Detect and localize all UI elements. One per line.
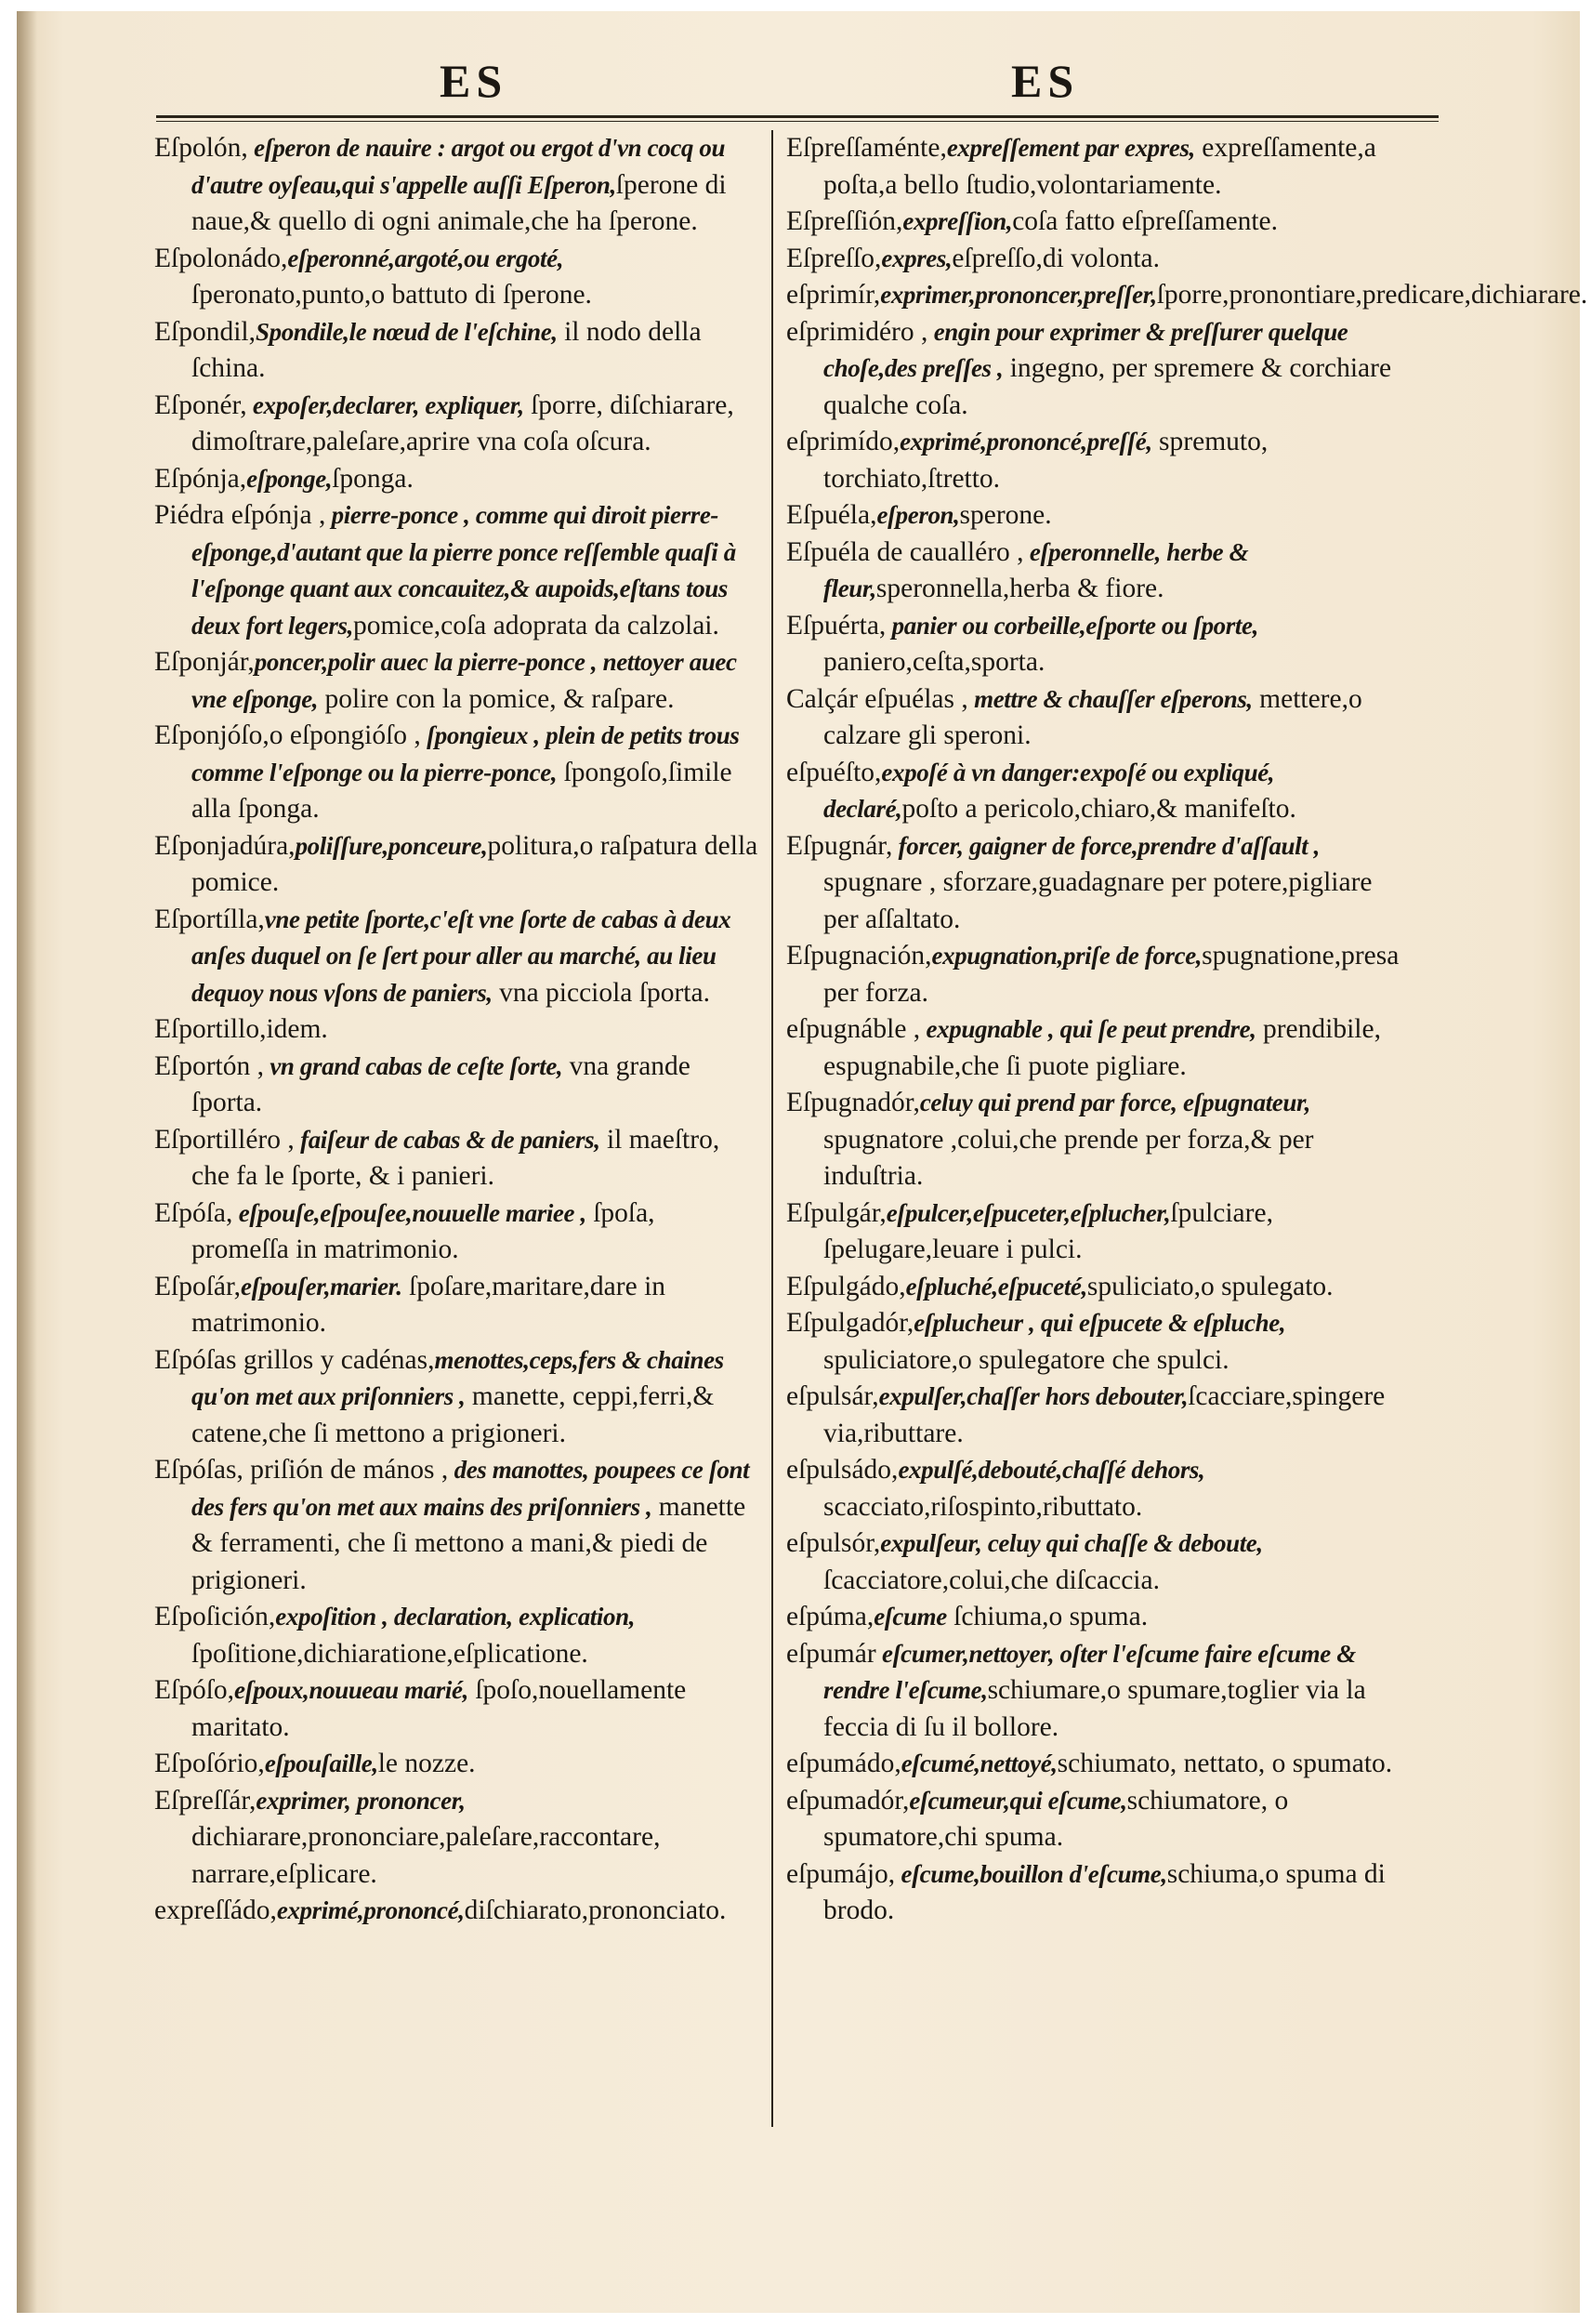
dictionary-page (17, 11, 1588, 2313)
entry-headword: Eſpónja, (154, 463, 247, 494)
entry-italian-gloss: spremuto, torchiato,ſtretto. (823, 427, 1269, 494)
entry-french-gloss: forcer, gaigner de force,prendre d'aſſault , (892, 831, 1321, 860)
entry-headword: Eſpóſas, priſión de mános , (154, 1455, 449, 1485)
dictionary-entry (786, 424, 1405, 497)
dictionary-entry (154, 461, 758, 498)
entry-italian-gloss: coſa fatto eſpreſſamente. (1012, 206, 1279, 236)
entry-italian-gloss: expreſſamente,a poſta,a bello ſtudio,volontariamente. (823, 133, 1376, 200)
entry-italian-gloss: spuliciatore,o spulegatore che spulci. (823, 1344, 1229, 1375)
entry-headword: eſpumadór, (786, 1785, 910, 1816)
entry-italian-gloss: poſto a pericolo,chiaro,& manifeſto. (901, 794, 1296, 824)
dictionary-entry (786, 535, 1405, 608)
entry-headword: eſpumájo, (786, 1858, 896, 1889)
entry-headword: Eſpreſſión, (786, 206, 903, 236)
dictionary-entry (786, 241, 1405, 278)
dictionary-entry (154, 241, 758, 314)
right-column (786, 130, 1588, 2138)
dictionary-entry (786, 277, 1588, 314)
entry-italian-gloss: spugnare , sforzare,guadagnare per potere,pigliare per aſſaltato. (823, 867, 1373, 934)
entry-italian-gloss: il maeſtro, che fa le ſporte, & i panieri. (191, 1124, 720, 1191)
dictionary-entry (154, 644, 758, 718)
entry-headword: Piédra eſpónja , (154, 500, 326, 530)
entry-headword: Eſpugnadór, (786, 1088, 920, 1117)
entry-french-gloss: expreſſement par expres, (946, 134, 1195, 162)
entry-french-gloss: expres, (881, 244, 953, 272)
entry-french-gloss: vne petite ſporte,c'eſt vne ſorte de cabas à deux anſes duquel on ſe ſert pour aller au marché, au lieu dequoy nous vſons de paniers, (191, 905, 731, 1007)
entry-headword: eſprimír, (786, 280, 881, 310)
entry-italian-gloss: eſpreſſo,di volonta. (952, 243, 1160, 273)
entry-italian-gloss: ingegno, per spremere & corchiare qualche coſa. (823, 353, 1392, 420)
entry-french-gloss: eſperon de nauire : argot ou ergot d'vn cocq ou d'autre oyſeau,qui s'appelle auſſi Eſperon, (191, 134, 726, 199)
entry-french-gloss: panier ou corbeille,eſporte ou ſporte, (886, 611, 1258, 640)
entry-headword: Eſpoſár, (154, 1271, 242, 1301)
entry-italian-gloss: ſpoſitione,dichiaratione,eſplicatione. (191, 1638, 588, 1669)
entry-headword: eſpulsór, (786, 1528, 881, 1558)
entry-french-gloss: exprimer,prononcer,preſſer, (880, 281, 1157, 309)
dictionary-entry (786, 130, 1405, 204)
dictionary-entry (154, 1893, 758, 1930)
entry-headword: Eſpugnár, (786, 830, 893, 861)
entry-italian-gloss: dichiarare,prononciare,paleſare,raccontare, narrare,eſplicare. (191, 1822, 661, 1889)
entry-italian-gloss: schiumatore, o spumatore,chi spuma. (823, 1785, 1289, 1852)
dictionary-entry (154, 1195, 758, 1269)
dictionary-entry (154, 1783, 758, 1894)
left-column (154, 130, 758, 2138)
entry-headword: Eſpuérta, (786, 610, 887, 640)
entry-italian-gloss: ſchiuma,o spuma. (946, 1602, 1149, 1631)
entry-headword: Eſpolón, (154, 133, 248, 163)
entry-headword: Eſpulgadór, (786, 1308, 914, 1338)
entry-french-gloss: eſperon, (876, 501, 960, 529)
entry-italian-gloss: ſponga. (332, 463, 414, 494)
dictionary-entry (154, 1746, 758, 1783)
entry-french-gloss: expugnation,priſe de force, (931, 942, 1203, 970)
entry-headword: Eſpoſición, (154, 1602, 276, 1631)
entry-french-gloss: eſpoux,nouueau marié, (234, 1676, 468, 1704)
dictionary-entry (154, 1049, 758, 1122)
entry-french-gloss: celuy qui prend par force, eſpugnateur, (919, 1089, 1310, 1116)
entry-french-gloss: ſpongieux , plein de petits trous comme l'eſponge ou la pierre-ponce, (191, 721, 740, 786)
entry-headword: Eſportilléro , (154, 1124, 295, 1155)
entry-french-gloss: eſperonné,argoté,ou ergoté, (287, 244, 564, 272)
entry-french-gloss: engin pour exprimer & preſſurer quelque choſe,des preſſes , (823, 317, 1348, 382)
entry-headword: expreſſádo, (154, 1895, 277, 1925)
dictionary-entry (786, 1085, 1405, 1195)
entry-headword: Eſponjadúra, (154, 830, 296, 861)
entry-french-gloss: eſpulcer,eſpuceter,eſplucher, (886, 1198, 1171, 1227)
entry-headword: Eſponjóſo,o eſpongióſo , (154, 720, 421, 750)
entry-headword: Eſpreſſár, (154, 1785, 256, 1816)
dictionary-entry (154, 497, 758, 644)
entry-italian-gloss: ſporre, diſchiarare, dimoſtrare,paleſare,aprire vna coſa oſcura. (191, 390, 734, 456)
entry-headword: Eſportílla, (154, 904, 265, 934)
entry-headword: Eſpugnación, (786, 941, 932, 971)
entry-italian-gloss: pomice,coſa adoprata da calzolai. (352, 610, 719, 640)
entry-french-gloss: eſcumeur,qui eſcume, (909, 1786, 1127, 1815)
dictionary-entry (786, 1525, 1405, 1599)
entry-french-gloss: Spondile,le nœud de l'eſchine, (255, 317, 558, 346)
entry-french-gloss: poliſſure,ponceure, (295, 831, 488, 860)
entry-headword: eſpuéſto, (786, 757, 882, 787)
entry-french-gloss: faiſeur de cabas & de paniers, (294, 1125, 600, 1154)
entry-italian-gloss: ſpoſo,nouellamente maritato. (191, 1675, 687, 1742)
dictionary-entry (154, 314, 758, 388)
entry-italian-gloss: manette, ceppi,ferri,& catene,che ſi mettono a prigioneri. (191, 1381, 715, 1448)
dictionary-entry (154, 1269, 758, 1342)
entry-headword: Calçár eſpuélas , (786, 683, 968, 714)
entry-italian-gloss: diſchiarato,prononciato. (464, 1895, 727, 1925)
entry-italian-gloss: ſpoſare,maritare,dare in matrimonio. (191, 1271, 666, 1338)
dictionary-entry (786, 1195, 1405, 1269)
page-gutter-shadow (17, 11, 37, 2313)
entry-headword: eſpulsár, (786, 1381, 879, 1411)
entry-headword: Eſpoſório, (154, 1749, 265, 1778)
entry-headword: Eſpreſſo, (786, 243, 882, 273)
entry-french-gloss: expoſer,declarer, expliquer, (246, 390, 524, 419)
entry-italian-gloss: polire con la pomice, & raſpare. (318, 683, 675, 714)
entry-french-gloss: eſcumer,nettoyer, oſter l'eſcume faire eſcume & rendre l'eſcume, (823, 1639, 1356, 1704)
dictionary-entry (786, 314, 1405, 425)
dictionary-entry (786, 1011, 1405, 1085)
entry-italian-gloss: sperone. (959, 500, 1052, 530)
entry-headword: eſprimído, (786, 427, 901, 456)
entry-italian-gloss: schiuma,o spuma di brodo. (823, 1858, 1386, 1925)
entry-italian-gloss: ſpulciare, ſpelugare,leuare i pulci. (823, 1197, 1273, 1264)
header-rule (156, 115, 1439, 122)
entry-headword: Eſponér, (154, 390, 247, 420)
running-head-right: ES (1011, 55, 1080, 107)
entry-french-gloss: eſcumé,nettoyé, (901, 1750, 1058, 1777)
entry-italian-gloss: ſperone di naue,& quello di ogni animale,che ha ſperone. (191, 169, 727, 236)
dictionary-entry (154, 388, 758, 461)
entry-french-gloss: pierre-ponce , comme qui diroit pierre-eſponge,d'autant que la pierre ponce reſſemble quaſi à l'eſponge quant aux concauitez,& aupoids,eſtans tous deux fort legers, (191, 501, 736, 640)
entry-french-gloss: expugnable , qui ſe peut prendre, (920, 1015, 1256, 1043)
dictionary-entry (786, 204, 1405, 241)
entry-headword: eſpumár (786, 1638, 876, 1669)
entry-italian-gloss: politura,o raſpatura della pomice. (191, 830, 758, 897)
entry-french-gloss: eſpouſaille, (264, 1750, 378, 1777)
dictionary-entry (786, 608, 1405, 681)
entry-italian-gloss: ſporre,pronontiare,predicare,dichiarare. (1156, 280, 1588, 310)
entry-headword: Eſpulgádo, (786, 1271, 906, 1301)
dictionary-entry (154, 130, 758, 241)
entry-french-gloss: expoſé à vn danger:expoſé ou expliqué, declaré, (823, 758, 1275, 823)
entry-headword: Eſpolonádo, (154, 243, 288, 273)
dictionary-entry (786, 828, 1405, 939)
entry-french-gloss: vn grand cabas de ceſte ſorte, (264, 1051, 563, 1080)
dictionary-entry (154, 1599, 758, 1672)
entry-headword: Eſpóſo, (154, 1675, 235, 1705)
dictionary-entry (786, 1379, 1405, 1452)
entry-headword: eſpugnáble , (786, 1014, 921, 1044)
entry-french-gloss: expreſſion, (902, 207, 1013, 235)
entry-french-gloss: expoſition , declaration, explication, (275, 1603, 636, 1631)
entry-french-gloss: eſpouſe,eſpouſee,nouuelle mariee , (232, 1198, 586, 1227)
entry-headword: Eſponjár, (154, 647, 255, 677)
entry-italian-gloss: ſperonato,punto,o battuto di ſperone. (191, 280, 592, 310)
dictionary-entry (154, 902, 758, 1012)
dictionary-entry (786, 938, 1405, 1011)
dictionary-entry (786, 1452, 1405, 1525)
entry-italian-gloss: spuliciato,o spulegato. (1086, 1271, 1334, 1301)
entry-french-gloss: poncer,polir auec la pierre-ponce , nettoyer auec vne eſponge, (191, 648, 737, 713)
entry-headword: eſpulsádo, (786, 1455, 899, 1485)
dictionary-entry (786, 1305, 1405, 1379)
dictionary-entry (154, 1122, 758, 1195)
entry-french-gloss: eſpluché,eſpuceté, (905, 1272, 1087, 1301)
entry-italian-gloss: vna grande ſporta. (191, 1050, 690, 1117)
entry-french-gloss: exprimer, prononcer, (256, 1786, 466, 1815)
entry-headword: Eſpondil, (154, 316, 256, 347)
entry-headword: Eſpulgár, (786, 1197, 887, 1228)
entry-italian-gloss: prendibile, espugnabile,che ſi puote pigliare. (823, 1014, 1381, 1081)
entry-italian-gloss: schiumato, nettato, o spumato. (1057, 1749, 1393, 1778)
entry-french-gloss: expulſeur, celuy qui chaſſe & deboute, (880, 1529, 1263, 1557)
entry-headword: eſpúma, (786, 1602, 874, 1631)
entry-french-gloss: des manottes, poupees ce ſont des fers qu'on met aux mains des priſonniers , (191, 1456, 750, 1521)
entry-italian-gloss: speronnella,herba & fiore. (875, 574, 1164, 603)
dictionary-entry (786, 681, 1405, 755)
dictionary-entry (786, 1746, 1405, 1783)
dictionary-entry (786, 1856, 1405, 1930)
entry-italian-gloss: schiumare,o spumare,toglier via la feccia di ſu il bollore. (823, 1675, 1366, 1742)
entry-headword: Eſpuéla de caualléro , (786, 536, 1024, 567)
entry-italian-gloss: spugnatore ,colui,che prende per forza,& per induſtria. (823, 1124, 1314, 1191)
entry-italian-gloss: ſpongoſo,ſimile alla ſponga. (191, 757, 732, 824)
entry-headword: eſprimidéro , (786, 316, 928, 347)
entry-italian-gloss: il nodo della ſchina. (191, 316, 702, 383)
entry-french-gloss: menottes,ceps,fers & chaines qu'on met aux priſonniers , (191, 1345, 724, 1410)
dictionary-entry (786, 1783, 1405, 1856)
dictionary-entry (786, 497, 1405, 535)
entry-italian-gloss: spugnatione,presa per forza. (823, 941, 1400, 1008)
entry-french-gloss: mettre & chauſſer eſperons, (967, 684, 1253, 713)
dictionary-entry (786, 755, 1405, 828)
entry-french-gloss: exprimé,prononcé, (276, 1896, 465, 1924)
entry-italian-gloss: vna picciola ſporta. (492, 977, 710, 1008)
entry-french-gloss: eſponge, (246, 464, 333, 493)
entry-french-gloss: expulſer,chaſſer hors debouter, (878, 1382, 1189, 1410)
dictionary-entry (154, 1452, 758, 1599)
entry-headword: Eſpreſſaménte, (786, 133, 947, 163)
entry-french-gloss: eſperonnelle, herbe & fleur, (823, 537, 1249, 602)
entry-french-gloss: eſcume,bouillon d'eſcume, (895, 1859, 1167, 1888)
entry-italian-gloss: mettere,o calzare gli speroni. (823, 683, 1362, 750)
entry-headword: Eſpóſas grillos y cadénas, (154, 1344, 435, 1375)
entry-french-gloss: exprimé,prononcé,preſſé, (900, 428, 1152, 456)
dictionary-entry (154, 828, 758, 902)
entry-headword: Eſpóſa, (154, 1197, 233, 1228)
dictionary-entry (154, 1011, 758, 1049)
entry-italian-gloss: ſcacciatore,colui,che diſcaccia. (823, 1565, 1160, 1595)
entry-headword: Eſportillo,idem. (154, 1014, 328, 1044)
entry-french-gloss: eſpouſer,marier. (241, 1272, 402, 1301)
entry-italian-gloss: le nozze. (377, 1749, 476, 1778)
entry-italian-gloss: ſcacciare,spingere via,ributtare. (823, 1381, 1386, 1448)
entry-headword: Eſpuéla, (786, 500, 877, 530)
dictionary-entry (786, 1269, 1405, 1306)
entry-italian-gloss: manette & ferramenti, che ſi mettono a mani,& piedi de prigioneri. (191, 1491, 746, 1595)
dictionary-entry (786, 1636, 1405, 1747)
dictionary-entry (154, 1672, 758, 1746)
entry-headword: eſpumádo, (786, 1749, 901, 1778)
dictionary-entry (154, 1342, 758, 1453)
entry-italian-gloss: scacciato,riſospinto,ributtato. (823, 1491, 1143, 1522)
column-divider (771, 130, 773, 2127)
entry-french-gloss: eſcume (874, 1603, 947, 1631)
running-head-left: ES (440, 55, 508, 107)
entry-french-gloss: eſplucheur , qui eſpucete & eſpluche, (914, 1309, 1286, 1337)
entry-italian-gloss: ſpoſa, promeſſa in matrimonio. (191, 1197, 655, 1264)
entry-french-gloss: expulſé,debouté,chaſſé dehors, (898, 1456, 1205, 1484)
dictionary-entry (154, 718, 758, 828)
dictionary-entry (786, 1599, 1405, 1636)
entry-headword: Eſportón , (154, 1050, 264, 1081)
entry-italian-gloss: paniero,ceſta,sporta. (823, 647, 1045, 677)
